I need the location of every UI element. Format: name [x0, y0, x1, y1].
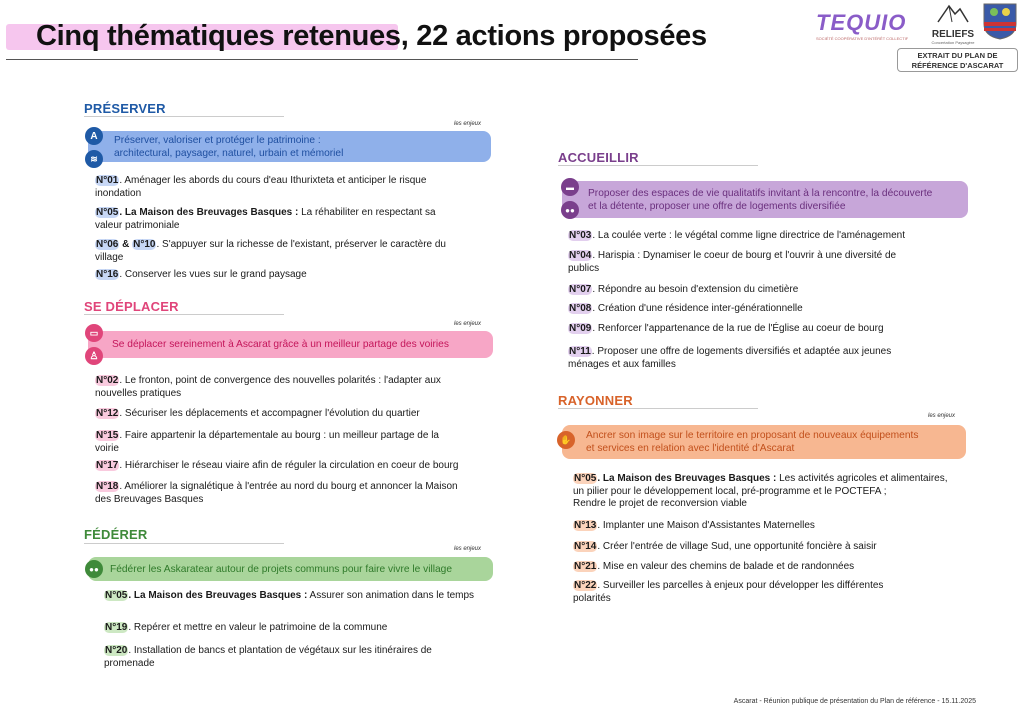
banner-text-line2: et services en relation avec l'identité d'Ascarat: [586, 443, 795, 454]
water-icon: ≋: [85, 150, 103, 168]
action-item: N°15. Faire appartenir la départementale au bourg : un meilleur partage de la voirie: [95, 430, 439, 454]
action-item: N°04. Harispia : Dynamiser le coeur de bourg et l'ouvrir à une diversité de publics: [568, 250, 897, 274]
action-item: N°01. Aménager les abords du cours d'eau Ithurixteta et anticiper le risque inondation: [95, 175, 427, 199]
action-item: N°07. Répondre au besoin d'extension du cimetière: [569, 284, 799, 295]
action-item: N°21. Mise en valeur des chemins de balade et de randonnées: [574, 561, 855, 572]
reliefs-logo-text: RELIEFS: [931, 29, 975, 40]
section-title-preserver: PRÉSERVER: [84, 101, 166, 116]
section-title-accueillir: ACCUEILLIR: [558, 150, 639, 165]
action-item: N°18. Améliorer la signalétique à l'entrée au nord du bourg et annoncer la Maison des Breuvages Basques: [95, 481, 458, 505]
banner-text-line1: Se déplacer sereinement à Ascarat grâce à un meilleur partage des voiries: [112, 339, 449, 350]
bus-icon: ▭: [85, 324, 103, 342]
action-item: N°12. Sécuriser les déplacements et accompagner l'évolution du quartier: [96, 408, 420, 419]
hand-icon: ✋: [557, 431, 575, 449]
footer-text: Ascarat - Réunion publique de présentation du Plan de référence - 15.11.2025: [733, 698, 976, 705]
banner-text-line2: et la détente, proposer une offre de logements diversifiée: [588, 200, 846, 212]
extract-label-box: [897, 48, 1018, 72]
section-divider: [558, 408, 758, 409]
action-item: N°13. Implanter une Maison d'Assistantes Maternelles: [574, 520, 815, 531]
enjeux-label: les enjeux: [454, 546, 482, 552]
section-divider: [84, 543, 284, 544]
enjeux-label: les enjeux: [454, 121, 482, 127]
action-item: N°05. La Maison des Breuvages Basques : Assurer son animation dans le temps: [105, 590, 475, 601]
tequio-logo: [816, 10, 926, 46]
extract-label-line1: EXTRAIT DU PLAN DE: [917, 51, 998, 60]
banner-preserver: [88, 131, 491, 162]
section-divider: [558, 165, 758, 166]
page-title: Cinq thématiques retenues, 22 actions proposées: [36, 20, 707, 52]
pedestrian-icon: ♙: [85, 347, 103, 365]
bench-icon: ▬: [561, 178, 579, 196]
banner-text-line2: architectural, paysager, naturel, urbain et mémoriel: [114, 147, 344, 159]
section-title-rayonner: RAYONNER: [558, 393, 633, 408]
banner-text-line1: Ancrer son image sur le territoire en proposant de nouveaux équipements: [586, 430, 919, 441]
section-title-deplacer: SE DÉPLACER: [84, 299, 179, 314]
action-item: N°02. Le fronton, point de convergence des nouvelles polarités : l'adapter aux nouvelles pratiques: [95, 375, 441, 399]
action-item: N°06 & N°10. S'appuyer sur la richesse de l'existant, préserver le caractère du village: [95, 239, 446, 263]
banner-text-line1: Préserver, valoriser et protéger le patrimoine :: [114, 134, 321, 146]
banner-accueillir: [562, 181, 968, 218]
action-item: N°20. Installation de bancs et plantation de végétaux sur les itinéraires de promenade: [104, 645, 432, 669]
action-item: N°09. Renforcer l'appartenance de la rue de l'Église au coeur de bourg: [569, 323, 884, 334]
action-item: N°11. Proposer une offre de logements diversifiés et adaptée aux jeunes ménages et aux familles: [568, 346, 892, 370]
banner-federer: [88, 557, 493, 581]
banner-text-line1: Fédérer les Askaratear autour de projets communs pour faire vivre le village: [110, 563, 453, 575]
action-item: N°19. Repérer et mettre en valeur le patrimoine de la commune: [105, 622, 388, 633]
section-divider: [84, 116, 284, 117]
tequio-logo-text: TEQUIO: [816, 10, 907, 35]
action-item: N°22. Surveiller les parcelles à enjeux pour développer les différentes polarités: [573, 580, 884, 604]
extract-label-line2: RÉFÉRENCE D'ASCARAT: [911, 61, 1004, 70]
reliefs-logo: [928, 2, 978, 46]
action-item: N°03. La coulée verte : le végétal comme ligne directrice de l'aménagement: [569, 230, 905, 241]
action-item: N°05. La Maison des Breuvages Basques : La réhabiliter en respectant sa valeur patrimoniale: [95, 207, 436, 231]
commune-crest-icon: [982, 2, 1018, 40]
title-divider: [6, 59, 638, 60]
enjeux-label: les enjeux: [454, 321, 482, 327]
action-item: N°16. Conserver les vues sur le grand paysage: [96, 269, 307, 280]
banner-text-line1: Proposer des espaces de vie qualitatifs invitant à la rencontre, la découverte: [588, 187, 933, 199]
mountain-icon: [936, 2, 970, 24]
section-divider: [84, 314, 284, 315]
action-item: N°05. La Maison des Breuvages Basques : Les activités agricoles et alimentaires, un pilier pour le développement local, pré-programme et le POCTEFA ; Rendre le projet de reconversion viable: [573, 473, 948, 509]
action-item: N°17. Hiérarchiser le réseau viaire afin de réguler la circulation en coeur de bourg: [96, 460, 459, 471]
community-icon: ●●: [85, 560, 103, 578]
tequio-logo-subtitle: SOCIÉTÉ COOPÉRATIVE D'INTÉRÊT COLLECTIF: [816, 36, 909, 41]
reliefs-logo-subtitle: Concertation Paysagère: [931, 40, 975, 45]
people-icon: ●●: [561, 201, 579, 219]
action-item: N°14. Créer l'entrée de village Sud, une opportunité foncière à saisir: [574, 541, 877, 552]
banner-rayonner: [562, 425, 966, 459]
monument-icon: A: [85, 127, 103, 145]
action-item: N°08. Création d'une résidence inter-générationnelle: [569, 303, 803, 314]
section-title-federer: FÉDÉRER: [84, 527, 148, 542]
banner-deplacer: [88, 331, 493, 358]
enjeux-label: les enjeux: [928, 413, 956, 419]
